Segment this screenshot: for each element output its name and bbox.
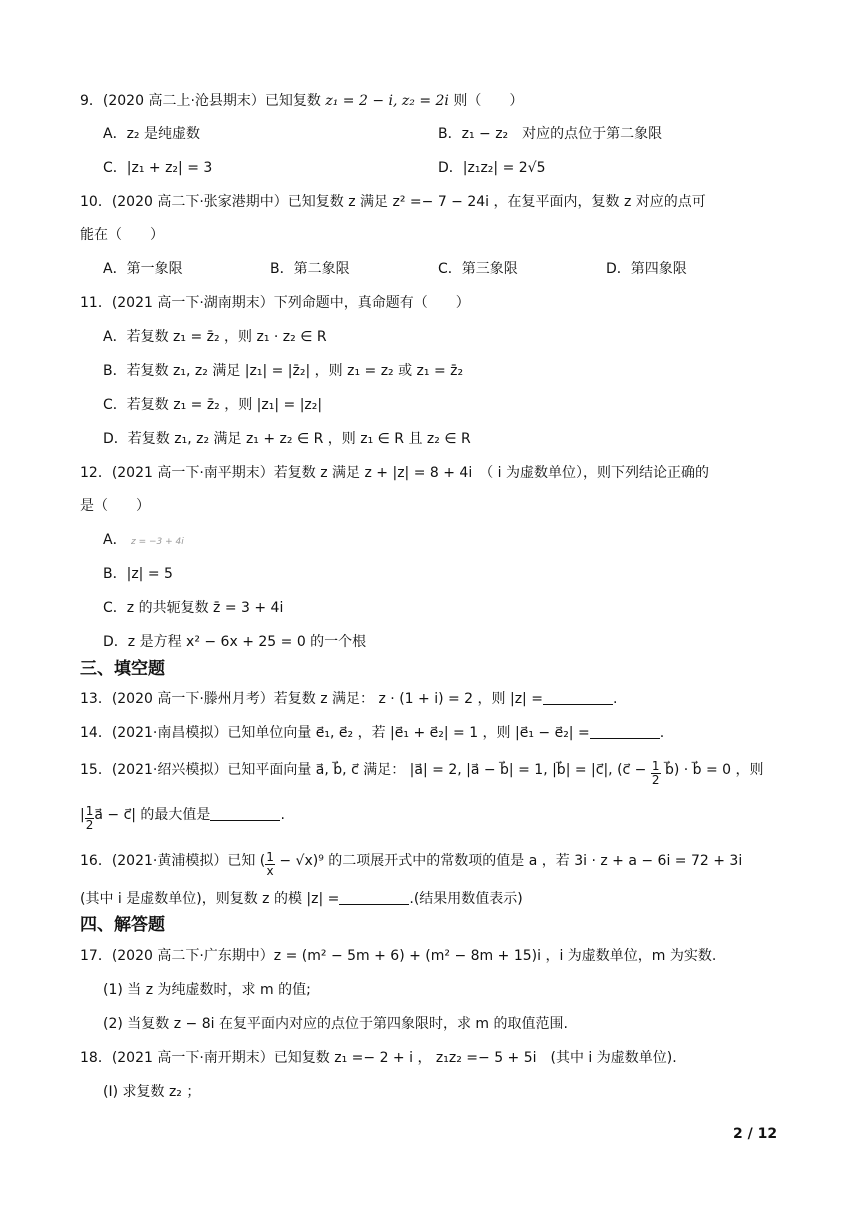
q10-option-c: C．第三象限 — [438, 261, 518, 277]
q13: 13．(2020 高一下·滕州月考）若复数 z 满足： z · (1 + i) = 2 ，则 |z| = . — [80, 691, 618, 707]
q10-option-b: B．第二象限 — [270, 261, 350, 277]
q10-option-d: D．第四象限 — [606, 261, 687, 277]
q17-stem: 17．(2020 高二下·广东期中）z = (m² − 5m + 6) + (m² − 8m + 15)i ，i 为虚数单位，m 为实数. — [80, 948, 717, 964]
q9-option-a: A．z₂ 是纯虚数 — [103, 126, 200, 142]
q9-formula: z₁ = 2 − i, z₂ = 2i — [325, 93, 449, 109]
page-number: 2 / 12 — [733, 1126, 778, 1142]
q10-option-a: A．第一象限 — [103, 261, 183, 277]
q18-part1: (I) 求复数 z₂ ； — [103, 1084, 201, 1100]
q18-stem: 18．(2021 高一下·南开期末）已知复数 z₁ =− 2 + i ， z₁z₂ =− 5 + 5i (其中 i 为虚数单位). — [80, 1050, 677, 1066]
q9-option-c: C．|z₁ + z₂| = 3 — [103, 160, 213, 176]
q11-stem: 11．(2021 高一下·湖南期末）下列命题中，真命题有（ ） — [80, 295, 470, 311]
q17-part2: (2) 当复数 z − 8i 在复平面内对应的点位于第四象限时，求 m 的取值范围. — [103, 1016, 568, 1032]
q9-option-d: D．|z₁z₂| = 2√5 — [438, 160, 546, 176]
q15-line1: 15．(2021·绍兴模拟）已知平面向量 a⃗, b⃗, c⃗ 满足： |a⃗| = 2, |a⃗ − b⃗| = 1, |b⃗| = |c⃗|, (c⃗ − $\frac{1}{2}$ b⃗) · b⃗ = 0 ，则 — [80, 759, 764, 787]
q14: 14．(2021·南昌模拟）已知单位向量 e⃗₁, e⃗₂ ，若 |e⃗₁ + e⃗₂| = 1 ，则 |e⃗₁ − e⃗₂| = . — [80, 725, 665, 741]
q10-stem-line2: 能在（ ） — [80, 227, 164, 243]
q12-option-a-formula: z = −3 + 4i — [131, 537, 184, 547]
q11-option-a: A．若复数 z₁ = z̄₂ ，则 z₁ · z₂ ∈ R — [103, 329, 327, 345]
q17-part1: (1) 当 z 为纯虚数时，求 m 的值; — [103, 982, 311, 998]
q15-line2: | $\frac{1}{2}$ a⃗ − c⃗| 的最大值是 . — [80, 804, 285, 832]
q16-line1: 16．(2021·黄浦模拟）已知 ( $\frac{1}{x}$ − √x)⁹ 的二项展开式中的常数项的值是 a ，若 3i · z + a − 6i = 72 + 3i — [80, 850, 743, 878]
q12-stem-line1: 12．(2021 高一下·南平期末）若复数 z 满足 z + |z| = 8 + 4i （ i 为虚数单位），则下列结论正确的 — [80, 465, 710, 481]
q12-option-d: D．z 是方程 x² − 6x + 25 = 0 的一个根 — [103, 634, 367, 650]
q11-option-c: C．若复数 z₁ = z̄₂ ，则 |z₁| = |z₂| — [103, 397, 323, 413]
q9-stem: 9．(2020 高二上·沧县期末）已知复数 z₁ = 2 − i, z₂ = 2i 则（ ） — [80, 93, 524, 109]
q12-stem-line2: 是（ ） — [80, 498, 150, 514]
fraction: $\frac{1}{x}$ — [266, 850, 274, 878]
q16-line2: (其中 i 是虚数单位)，则复数 z 的模 |z| = .(结果用数值表示) — [80, 891, 523, 907]
fraction: $\frac{1}{2}$ — [651, 759, 660, 787]
q11-option-d: D．若复数 z₁, z₂ 满足 z₁ + z₂ ∈ R ，则 z₁ ∈ R 且 z₂ ∈ R — [103, 431, 471, 447]
answer-blank — [590, 724, 660, 739]
q12-option-c: C．z 的共轭复数 z̄ = 3 + 4i — [103, 600, 284, 616]
q9-option-b: B．z₁ − z₂ 对应的点位于第二象限 — [438, 126, 663, 142]
q12-option-b: B．|z| = 5 — [103, 566, 173, 582]
answer-blank — [543, 690, 613, 705]
section-heading-fill-blank: 三、填空题 — [80, 659, 165, 679]
section-heading-answer: 四、解答题 — [80, 915, 165, 935]
q11-option-b: B．若复数 z₁, z₂ 满足 |z₁| = |z̄₂| ，则 z₁ = z₂ 或 z₁ = z̄₂ — [103, 363, 464, 379]
q12-option-a: A． z = −3 + 4i — [103, 532, 184, 548]
answer-blank — [210, 806, 280, 821]
fraction: $\frac{1}{2}$ — [85, 804, 94, 832]
q10-stem-line1: 10．(2020 高二下·张家港期中）已知复数 z 满足 z² =− 7 − 24i ，在复平面内，复数 z 对应的点可 — [80, 194, 706, 210]
answer-blank — [339, 890, 409, 905]
